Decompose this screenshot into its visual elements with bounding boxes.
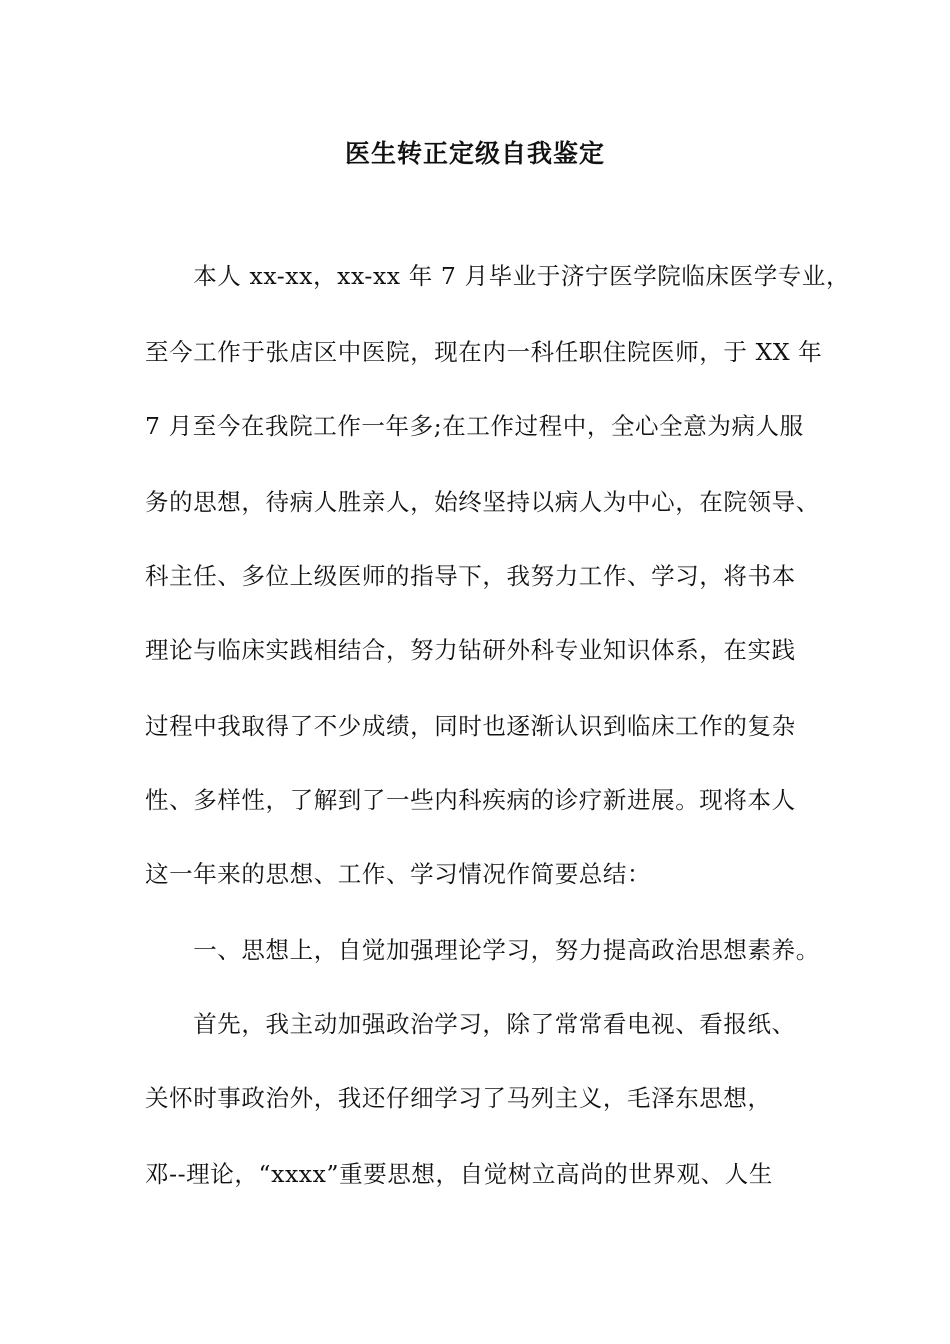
- paragraph-line: 至今工作于张店区中医院，现在内一科任职住院医师，于 XX 年: [145, 338, 823, 366]
- paragraph-line: 7 月至今在我院工作一年多;在工作过程中，全心全意为病人服: [145, 412, 804, 440]
- paragraph-line: 理论与临床实践相结合，努力钻研外科专业知识体系，在实践: [145, 636, 796, 664]
- paragraph-line: 性、多样性，了解到了一些内科疾病的诊疗新进展。现将本人: [145, 786, 796, 814]
- paragraph-line: 科主任、多位上级医师的指导下，我努力工作、学习，将书本: [145, 562, 796, 590]
- paragraph-line: 邓--理论，“xxxx”重要思想，自觉树立高尚的世界观、人生: [145, 1160, 773, 1188]
- paragraph-line: 过程中我取得了不少成绩，同时也逐渐认识到临床工作的复杂: [145, 712, 796, 740]
- paragraph-line: 务的思想，待病人胜亲人，始终坚持以病人为中心，在院领导、: [145, 488, 820, 516]
- paragraph-line: 本人 xx-xx，xx-xx 年 7 月毕业于济宁医学院临床医学专业，: [145, 262, 851, 290]
- section-heading: 一、思想上，自觉加强理论学习，努力提高政治思想素养。: [145, 936, 820, 964]
- document-title: 医生转正定级自我鉴定: [344, 139, 605, 168]
- paragraph-line: 首先，我主动加强政治学习，除了常常看电视、看报纸、: [145, 1010, 796, 1038]
- paragraph-line: 关怀时事政治外，我还仔细学习了马列主义，毛泽东思想，: [145, 1084, 772, 1112]
- paragraph-line: 这一年来的思想、工作、学习情况作简要总结：: [145, 860, 652, 888]
